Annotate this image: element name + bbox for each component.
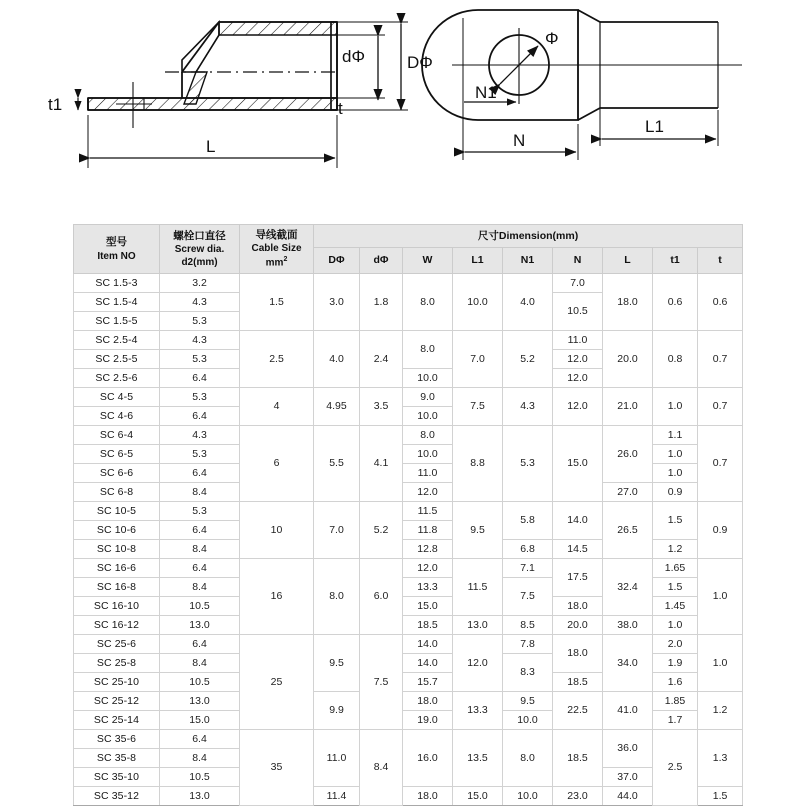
cell-cable-size: 2.5 (240, 331, 314, 388)
cell-N1: 9.5 (503, 692, 553, 711)
cell-d-phi: 3.5 (360, 388, 403, 426)
cell-N: 20.0 (553, 616, 603, 635)
cell-t1: 1.5 (653, 578, 698, 597)
cell-item-no: SC 6-6 (74, 464, 160, 483)
cell-N1: 8.0 (503, 730, 553, 787)
header-dim-w: W (403, 248, 453, 274)
cell-t1: 1.65 (653, 559, 698, 578)
header-dim-l: L (603, 248, 653, 274)
cell-d-phi: 6.0 (360, 559, 403, 635)
cell-screw-dia: 6.4 (160, 464, 240, 483)
cell-item-no: SC 10-8 (74, 540, 160, 559)
cell-screw-dia: 6.4 (160, 730, 240, 749)
cell-D-phi: 9.9 (314, 692, 360, 730)
cell-L1: 13.0 (453, 616, 503, 635)
cell-t: 0.7 (698, 331, 743, 388)
cell-D-phi: 8.0 (314, 559, 360, 635)
label-t: t (338, 99, 343, 118)
cell-item-no: SC 2.5-4 (74, 331, 160, 350)
cell-screw-dia: 13.0 (160, 616, 240, 635)
cell-t1: 1.45 (653, 597, 698, 616)
cell-t1: 1.0 (653, 445, 698, 464)
cell-L: 26.0 (603, 426, 653, 483)
cell-screw-dia: 8.4 (160, 749, 240, 768)
cell-t: 1.0 (698, 635, 743, 692)
cell-item-no: SC 16-12 (74, 616, 160, 635)
cell-W: 18.0 (403, 787, 453, 806)
cell-t: 1.3 (698, 730, 743, 787)
cell-L: 38.0 (603, 616, 653, 635)
cell-t: 0.6 (698, 274, 743, 331)
cell-L1: 13.5 (453, 730, 503, 787)
cell-screw-dia: 13.0 (160, 692, 240, 711)
table-body (74, 274, 743, 806)
cell-screw-dia: 5.3 (160, 350, 240, 369)
cell-N1: 4.0 (503, 274, 553, 331)
header-item-no-cn: 型号 (106, 236, 127, 249)
cell-N: 17.5 (553, 559, 603, 597)
cell-N1: 10.0 (503, 711, 553, 730)
cell-t1: 2.0 (653, 635, 698, 654)
cell-t1: 1.0 (653, 616, 698, 635)
cell-screw-dia: 4.3 (160, 331, 240, 350)
header-dim-d: DΦ (314, 248, 360, 274)
cell-cable-size: 35 (240, 730, 314, 806)
cell-t: 1.5 (698, 787, 743, 806)
cell-L: 41.0 (603, 692, 653, 730)
cell-item-no: SC 6-4 (74, 426, 160, 445)
cell-t: 0.7 (698, 388, 743, 426)
cell-screw-dia: 3.2 (160, 274, 240, 293)
cell-screw-dia: 5.3 (160, 388, 240, 407)
table-header (74, 225, 743, 274)
cell-N: 10.5 (553, 293, 603, 331)
cell-D-phi: 3.0 (314, 274, 360, 331)
cell-W: 8.0 (403, 274, 453, 331)
label-N: N (513, 131, 526, 150)
specification-table (73, 224, 743, 806)
cell-screw-dia: 6.4 (160, 559, 240, 578)
cell-screw-dia: 6.4 (160, 369, 240, 388)
cell-N: 12.0 (553, 350, 603, 369)
cell-t: 1.2 (698, 692, 743, 730)
barrel-upper-wall (219, 22, 337, 35)
cell-item-no: SC 2.5-5 (74, 350, 160, 369)
cell-item-no: SC 1.5-4 (74, 293, 160, 312)
cell-screw-dia: 5.3 (160, 312, 240, 331)
table-row[interactable] (74, 692, 743, 711)
cell-item-no: SC 35-6 (74, 730, 160, 749)
cell-d-phi: 1.8 (360, 274, 403, 331)
cell-N1: 7.8 (503, 635, 553, 654)
header-dimension-group: 尺寸Dimension(mm) (314, 225, 743, 248)
cell-L1: 8.8 (453, 426, 503, 502)
cell-t1: 1.5 (653, 502, 698, 540)
cell-L: 20.0 (603, 331, 653, 388)
cell-t1: 0.9 (653, 483, 698, 502)
table-row[interactable] (74, 787, 743, 806)
cell-cable-size: 16 (240, 559, 314, 635)
cell-W: 10.0 (403, 369, 453, 388)
cell-t1: 1.7 (653, 711, 698, 730)
cell-W: 15.7 (403, 673, 453, 692)
cell-item-no: SC 35-8 (74, 749, 160, 768)
header-screw-dia-unit: d2(mm) (181, 257, 218, 269)
cell-L1: 11.5 (453, 559, 503, 616)
cell-screw-dia: 8.4 (160, 578, 240, 597)
cell-screw-dia: 10.5 (160, 768, 240, 787)
table-row[interactable] (74, 635, 743, 654)
cell-L: 32.4 (603, 559, 653, 616)
cell-item-no: SC 1.5-5 (74, 312, 160, 331)
cell-N1: 5.2 (503, 331, 553, 388)
cell-W: 10.0 (403, 407, 453, 426)
cell-screw-dia: 15.0 (160, 711, 240, 730)
header-item-no-en: Item NO (97, 250, 136, 262)
cell-screw-dia: 8.4 (160, 483, 240, 502)
cell-t1: 1.6 (653, 673, 698, 692)
cell-t: 0.9 (698, 502, 743, 559)
header-dim-n1: N1 (503, 248, 553, 274)
cell-L: 36.0 (603, 730, 653, 768)
cell-W: 12.0 (403, 559, 453, 578)
cell-L: 18.0 (603, 274, 653, 331)
cell-W: 12.0 (403, 483, 453, 502)
cell-item-no: SC 25-6 (74, 635, 160, 654)
header-screw-dia-en: Screw dia. (174, 244, 225, 256)
cell-D-phi: 7.0 (314, 502, 360, 559)
header-dim-t1: t1 (653, 248, 698, 274)
cell-D-phi: 5.5 (314, 426, 360, 502)
cell-item-no: SC 35-12 (74, 787, 160, 806)
cell-N: 18.0 (553, 635, 603, 673)
cell-L1: 15.0 (453, 787, 503, 806)
table-row[interactable] (74, 502, 743, 521)
cell-item-no: SC 16-6 (74, 559, 160, 578)
cell-L1: 10.0 (453, 274, 503, 331)
cell-W: 8.0 (403, 331, 453, 369)
cell-screw-dia: 10.5 (160, 673, 240, 692)
cell-W: 16.0 (403, 730, 453, 787)
cell-screw-dia: 4.3 (160, 426, 240, 445)
cell-t1: 1.1 (653, 426, 698, 445)
header-dim-n: N (553, 248, 603, 274)
cell-W: 18.0 (403, 692, 453, 711)
cell-L1: 12.0 (453, 635, 503, 692)
cell-item-no: SC 4-6 (74, 407, 160, 426)
top-plan-view (422, 10, 742, 160)
table-row[interactable] (74, 730, 743, 749)
cell-item-no: SC 6-8 (74, 483, 160, 502)
cell-N: 12.0 (553, 369, 603, 388)
cell-L: 44.0 (603, 787, 653, 806)
cell-screw-dia: 6.4 (160, 635, 240, 654)
header-dim-d: dΦ (360, 248, 403, 274)
cell-N: 11.0 (553, 331, 603, 350)
cell-cable-size: 25 (240, 635, 314, 730)
cell-D-phi: 9.5 (314, 635, 360, 692)
cell-N1: 5.8 (503, 502, 553, 540)
cell-screw-dia: 13.0 (160, 787, 240, 806)
cell-L: 26.5 (603, 502, 653, 559)
cell-W: 13.3 (403, 578, 453, 597)
side-section-view (48, 22, 433, 168)
label-L1: L1 (645, 117, 664, 136)
cell-t1: 0.6 (653, 274, 698, 331)
label-t1: t1 (48, 95, 63, 114)
cell-item-no: SC 1.5-3 (74, 274, 160, 293)
cell-N1: 4.3 (503, 388, 553, 426)
cell-L1: 13.3 (453, 692, 503, 730)
cell-d-phi: 2.4 (360, 331, 403, 388)
cell-W: 11.8 (403, 521, 453, 540)
cell-item-no: SC 25-12 (74, 692, 160, 711)
header-cable-size-unit: $mm^2$ (265, 256, 288, 269)
cell-W: 15.0 (403, 597, 453, 616)
cell-screw-dia: 5.3 (160, 502, 240, 521)
label-N1: N1 (475, 83, 497, 102)
cell-item-no: SC 10-6 (74, 521, 160, 540)
cell-W: 11.0 (403, 464, 453, 483)
header-dim-l1: L1 (453, 248, 503, 274)
cell-screw-dia: 6.4 (160, 521, 240, 540)
cell-item-no: SC 25-14 (74, 711, 160, 730)
label-d-phi: dΦ (342, 47, 366, 66)
table-row[interactable] (74, 559, 743, 578)
cell-N: 18.0 (553, 597, 603, 616)
cell-t1: 1.2 (653, 540, 698, 559)
cell-screw-dia: 10.5 (160, 597, 240, 616)
cell-t: 0.7 (698, 426, 743, 502)
cell-N1: 10.0 (503, 787, 553, 806)
cell-t1: 0.8 (653, 331, 698, 388)
cell-L: 37.0 (603, 768, 653, 787)
cell-W: 12.8 (403, 540, 453, 559)
technical-drawing (0, 0, 800, 200)
table-row[interactable] (74, 426, 743, 445)
cell-L: 34.0 (603, 635, 653, 692)
cell-N: 14.0 (553, 502, 603, 540)
cell-item-no: SC 35-10 (74, 768, 160, 787)
cell-N: 18.5 (553, 730, 603, 787)
cell-N: 23.0 (553, 787, 603, 806)
cell-N: 14.5 (553, 540, 603, 559)
header-item-no (74, 225, 160, 274)
specification-table-container (73, 224, 728, 806)
table-row[interactable] (74, 483, 743, 502)
cell-item-no: SC 16-8 (74, 578, 160, 597)
header-dim-t: t (698, 248, 743, 274)
cell-L1: 9.5 (453, 502, 503, 559)
cell-N1: 8.3 (503, 654, 553, 692)
header-cable-size-cn: 导线截面 (255, 229, 298, 242)
cell-W: 19.0 (403, 711, 453, 730)
cell-N: 15.0 (553, 426, 603, 502)
cell-N1: 8.5 (503, 616, 553, 635)
cell-item-no: SC 25-8 (74, 654, 160, 673)
cell-item-no: SC 6-5 (74, 445, 160, 464)
cell-item-no: SC 25-10 (74, 673, 160, 692)
cell-t1: 1.85 (653, 692, 698, 711)
header-screw-dia (160, 225, 240, 274)
cell-t1: 2.5 (653, 730, 698, 806)
cell-t: 1.0 (698, 559, 743, 635)
cell-W: 10.0 (403, 445, 453, 464)
cell-t1: 1.9 (653, 654, 698, 673)
cell-N1: 5.3 (503, 426, 553, 502)
cell-N: 12.0 (553, 388, 603, 426)
cell-d-phi: 8.4 (360, 730, 403, 806)
cell-L1: 7.0 (453, 331, 503, 388)
cell-W: 14.0 (403, 654, 453, 673)
cell-item-no: SC 16-10 (74, 597, 160, 616)
cell-cable-size: 6 (240, 426, 314, 502)
cell-d-phi: 5.2 (360, 502, 403, 559)
cell-N: 22.5 (553, 692, 603, 730)
cell-t1: 1.0 (653, 464, 698, 483)
cell-N1: 7.1 (503, 559, 553, 578)
header-cable-size (240, 225, 314, 274)
cell-item-no: SC 4-5 (74, 388, 160, 407)
cell-W: 9.0 (403, 388, 453, 407)
cell-W: 11.5 (403, 502, 453, 521)
label-L: L (206, 137, 216, 156)
table-row[interactable] (74, 616, 743, 635)
cell-D-phi: 11.0 (314, 730, 360, 787)
cell-item-no: SC 2.5-6 (74, 369, 160, 388)
cell-L: 27.0 (603, 483, 653, 502)
table-row[interactable] (74, 331, 743, 350)
cell-L1: 7.5 (453, 388, 503, 426)
table-row[interactable] (74, 274, 743, 293)
cell-N1: 7.5 (503, 578, 553, 616)
cell-D-phi: 4.95 (314, 388, 360, 426)
cell-D-phi: 4.0 (314, 331, 360, 388)
cell-screw-dia: 8.4 (160, 540, 240, 559)
cell-N1: 6.8 (503, 540, 553, 559)
cell-item-no: SC 10-5 (74, 502, 160, 521)
cell-W: 14.0 (403, 635, 453, 654)
cell-W: 8.0 (403, 426, 453, 445)
table-row[interactable] (74, 388, 743, 407)
cell-cable-size: 10 (240, 502, 314, 559)
cell-N: 18.5 (553, 673, 603, 692)
cell-d-phi: 4.1 (360, 426, 403, 502)
cell-screw-dia: 4.3 (160, 293, 240, 312)
cell-screw-dia: 6.4 (160, 407, 240, 426)
cell-D-phi: 11.4 (314, 787, 360, 806)
label-phi: Φ (545, 29, 559, 48)
cell-t1: 1.0 (653, 388, 698, 426)
header-screw-dia-cn: 螺栓口直径 (173, 229, 226, 242)
cell-screw-dia: 8.4 (160, 654, 240, 673)
label-D-phi: DΦ (407, 53, 433, 72)
cell-L: 21.0 (603, 388, 653, 426)
cell-N: 7.0 (553, 274, 603, 293)
cell-d-phi: 7.5 (360, 635, 403, 730)
cell-cable-size: 1.5 (240, 274, 314, 331)
cell-W: 18.5 (403, 616, 453, 635)
cell-cable-size: 4 (240, 388, 314, 426)
cell-screw-dia: 5.3 (160, 445, 240, 464)
header-cable-size-en: Cable Size (251, 243, 302, 255)
